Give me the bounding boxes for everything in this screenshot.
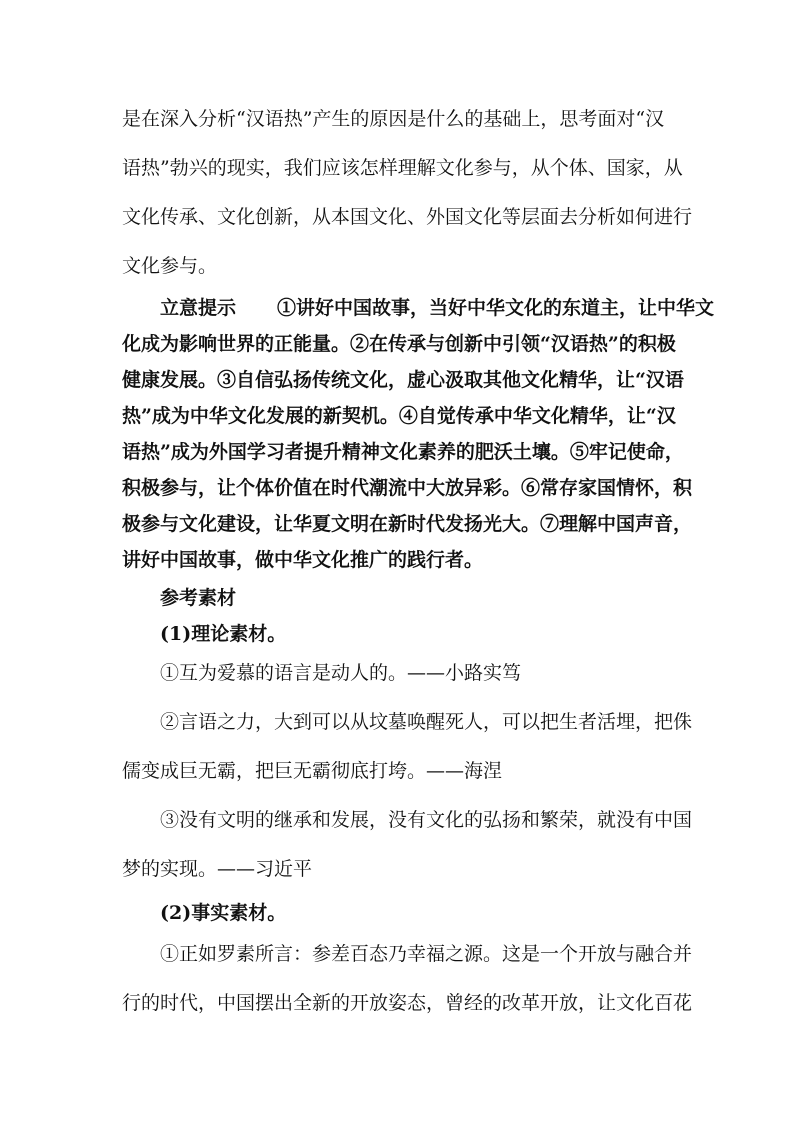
fact-line: 行的时代，中国摆出全新的开放姿态，曾经的改革开放，让文化百花 [122,992,693,1014]
quote-line: 梦的实现。——习近平 [122,858,313,880]
text-line: 文化参与。 [122,255,218,277]
quote-line: 儒变成巨无霸，把巨无霸彻底打垮。——海涅 [122,760,503,782]
fact-line: ①正如罗素所言：参差百态乃幸福之源。这是一个开放与融合并 [160,943,693,965]
text-line: ①讲好中国故事，当好中华文化的东道主，让中华文 [277,297,715,319]
quote-line: ②言语之力，大到可以从坟墓唤醒死人，可以把生者活埋，把侏 [160,711,693,733]
text-line: 讲好中国故事，做中华文化推广的践行者。 [122,549,484,571]
text-line: 语热”成为外国学习者提升精神文化素养的肥沃土壤。⑤牢记使命， [122,441,684,463]
text-line: 化成为影响世界的正能量。②在传承与创新中引领“汉语热”的积极 [122,333,676,355]
facts-heading: (2)事实素材。 [160,902,287,924]
idea-heading: 立意提示 [160,297,237,319]
reference-heading: 参考素材 [160,587,237,609]
text-line: 热”成为中华文化发展的新契机。④自觉传承中华文化精华，让“汉 [122,405,676,427]
theory-heading: (1)理论素材。 [160,623,287,645]
text-line: 是在深入分析“汉语热”产生的原因是什么的基础上，思考面对“汉 [122,108,665,130]
text-line: 语热”勃兴的现实，我们应该怎样理解文化参与，从个体、国家，从 [122,157,683,179]
text-line: 健康发展。③自信弘扬传统文化，虚心汲取其他文化精华，让“汉语 [122,369,684,391]
text-line: 极参与文化建设，让华夏文明在新时代发扬光大。⑦理解中国声音， [122,513,693,535]
text-line: 积极参与，让个体价值在时代潮流中大放异彩。⑥常存家国情怀，积 [122,477,693,499]
text-line: 文化传承、文化创新，从本国文化、外国文化等层面去分析如何进行 [122,206,693,228]
quote-line: ③没有文明的继承和发展，没有文化的弘扬和繁荣，就没有中国 [160,809,693,831]
quote-line: ①互为爱慕的语言是动人的。——小路实笃 [160,662,522,684]
